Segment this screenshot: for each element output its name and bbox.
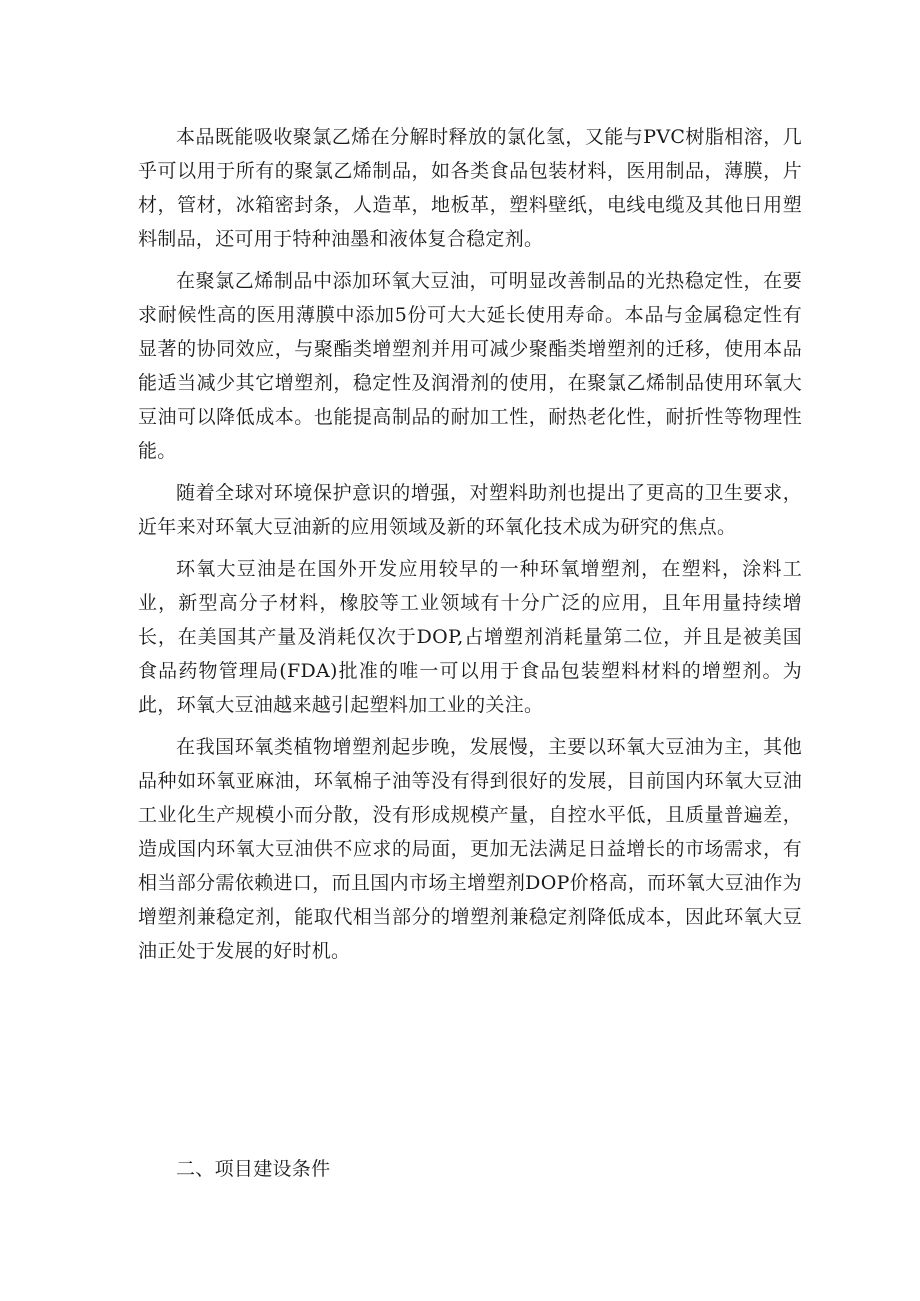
paragraph-stability-improvement: 在聚氯乙烯制品中添加环氧大豆油，可明显改善制品的光热稳定性，在要求耐候性高的医用薄膜中添加5份可大大延长使用寿命。本品与金属稳定性有显著的协同效应，与聚酯类增塑剂并用可减少聚酯类增塑剂的迁移，使用本品能适当减少其它增塑剂，稳定性及润滑剂的使用，在聚氯乙烯制品使用环氧大豆油可以降低成本。也能提高制品的耐加工性，耐热老化性，耐折性等物理性能。 [138,270,802,462]
paragraph-pvc-compatibility: 本品既能吸收聚氯乙烯在分解时释放的氯化氢，又能与PVC树脂相溶，几乎可以用于所有的聚氯乙烯制品，如各类食品包装材料，医用制品，薄膜，片材，管材，冰箱密封条，人造革，地板革，塑料壁纸，电线电缆及其他日用塑料制品，还可用于特种油墨和液体复合稳定剂。 [138,126,802,250]
paragraph-foreign-application: 环氧大豆油是在国外开发应用较早的一种环氧增塑剂，在塑料，涂料工业，新型高分子材料，橡胶等工业领域有十分广泛的应用，且年用量持续增长，在美国其产量及消耗仅次于DOP,占增塑剂消耗量第二位，并且是被美国食品药物管理局(FDA)批准的唯一可以用于食品包装塑料材料的增塑剂。为此，环氧大豆油越来越引起塑料加工业的关注。 [138,558,802,716]
section-heading: 二、项目建设条件 [176,1158,331,1180]
paragraph-domestic-situation: 在我国环氧类植物增塑剂起步晚，发展慢，主要以环氧大豆油为主，其他品种如环氧亚麻油，环氧棉子油等没有得到很好的发展，目前国内环氧大豆油工业化生产规模小而分散，没有形成规模产量，自控水平低，且质量普遍差，造成国内环氧大豆油供不应求的局面，更加无法满足日益增长的市场需求，有相当部分需依赖进口，而且国内市场主增塑剂DOP价格高，而环氧大豆油作为增塑剂兼稳定剂，能取代相当部分的增塑剂兼稳定剂降低成本，因此环氧大豆油正处于发展的好时机。 [138,736,802,962]
paragraph-environmental-awareness: 随着全球对环境保护意识的增强，对塑料助剂也提出了更高的卫生要求，近年来对环氧大豆油新的应用领域及新的环氧化技术成为研究的焦点。 [138,482,802,538]
document-body [138,120,802,976]
